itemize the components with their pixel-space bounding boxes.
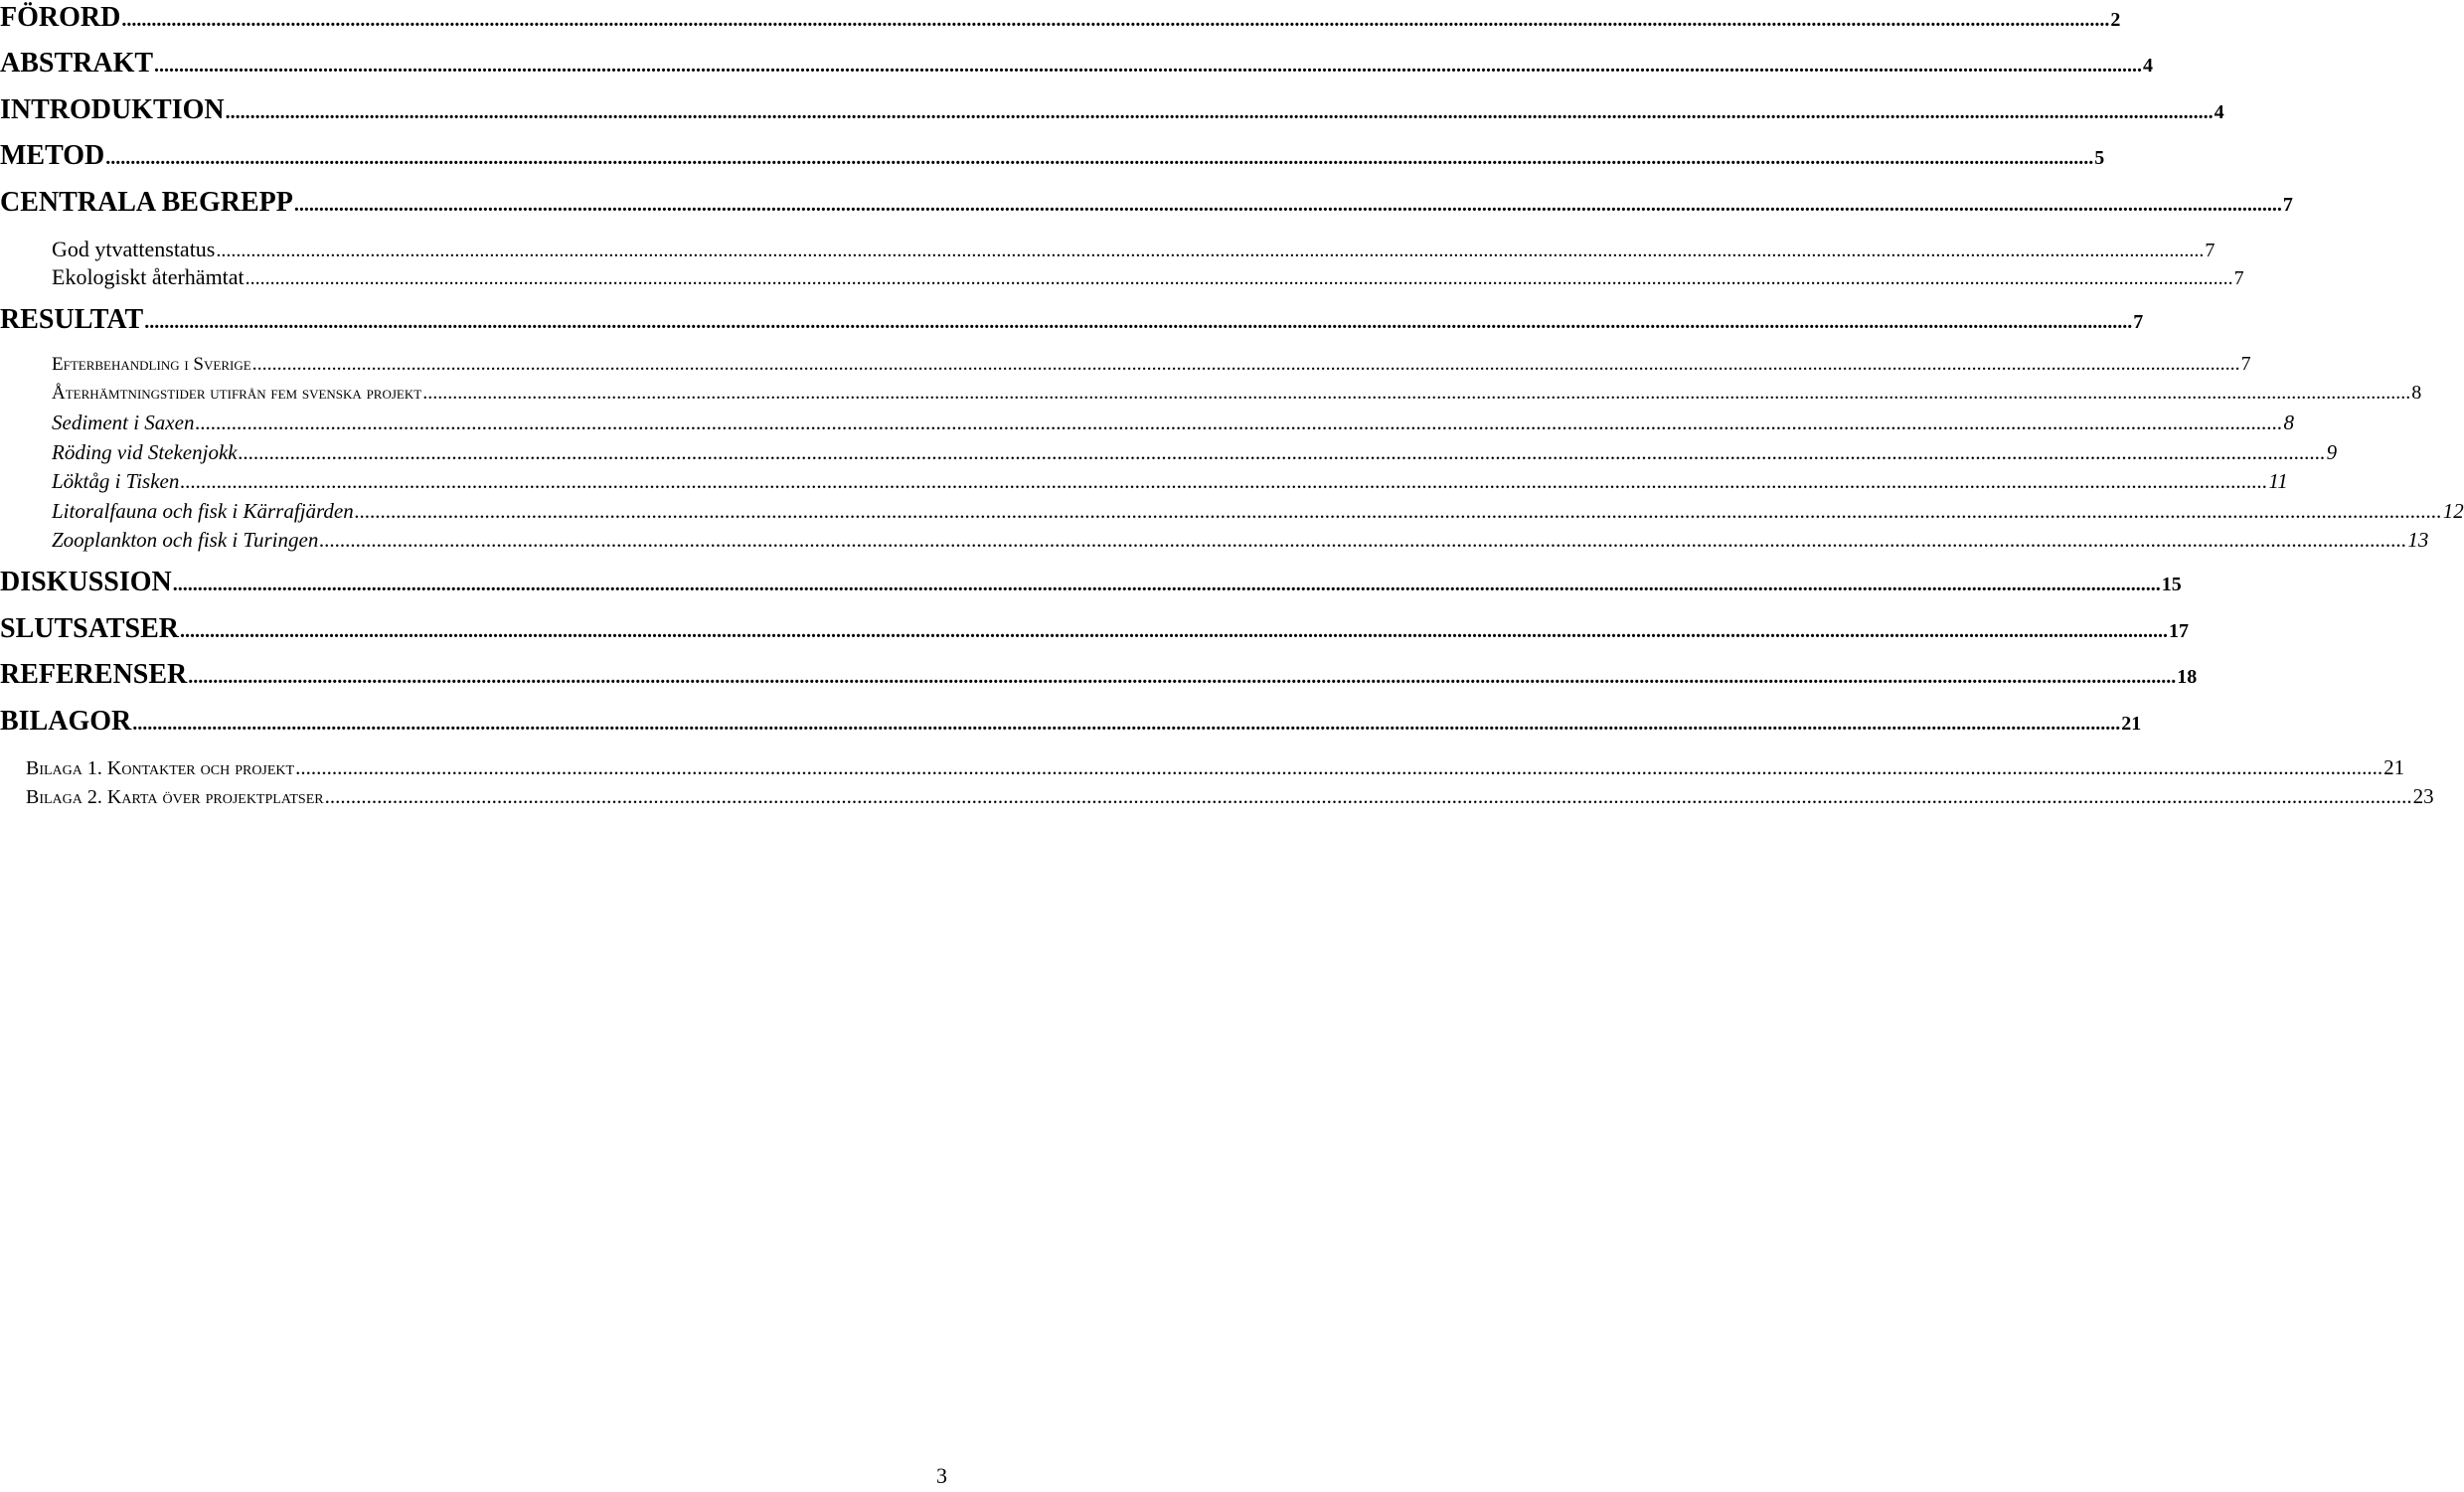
- toc-entry-page: 5: [2094, 147, 2105, 169]
- toc-entry-label: Löktåg i Tisken: [52, 469, 180, 493]
- toc-dot-leader: ................................................................................................................................................................................................................................................................................................................................................................................................................: [293, 194, 2282, 216]
- toc-entry-roding-vid-stekenjokk[interactable]: [52, 440, 2338, 465]
- toc-dot-leader: ................................................................................................................................................................................................................................................................................................................................................................................................................: [295, 755, 2383, 779]
- toc-entry-page: 15: [2161, 574, 2182, 595]
- toc-entry-page: 4: [2214, 101, 2224, 123]
- toc-entry-metod[interactable]: [0, 140, 2105, 172]
- toc-entry-zooplankton[interactable]: [52, 528, 2429, 553]
- toc-entry-page: 18: [2177, 666, 2198, 688]
- toc-entry-referenser[interactable]: [0, 659, 2198, 691]
- toc-entry-aterhamtningstider[interactable]: [52, 382, 2422, 405]
- toc-entry-introduktion[interactable]: [0, 94, 2224, 126]
- toc-entry-bilagor[interactable]: [0, 706, 2142, 738]
- toc-entry-page: 21: [2121, 713, 2142, 735]
- toc-entry-label: BILAGOR: [0, 706, 132, 737]
- toc-entry-page: 7: [2240, 353, 2251, 375]
- toc-entry-page: 9: [2326, 440, 2338, 464]
- toc-entry-label: METOD: [0, 140, 105, 171]
- toc-entry-page: 7: [2282, 194, 2293, 216]
- toc-entry-bilaga-2[interactable]: [26, 784, 2434, 809]
- toc-entry-page: 13: [2407, 528, 2429, 552]
- toc-entry-diskussion[interactable]: [0, 567, 2182, 598]
- toc-entry-page: 21: [2383, 755, 2405, 779]
- toc-dot-leader: ................................................................................................................................................................................................................................................................................................................................................................................................................: [180, 620, 2169, 642]
- toc-entry-page: 23: [2412, 784, 2434, 808]
- toc-entry-label: Bilaga 2. Karta över projektplatser: [26, 786, 324, 808]
- toc-entry-label: DISKUSSION: [0, 567, 172, 597]
- toc-dot-leader: ................................................................................................................................................................................................................................................................................................................................................................................................................: [324, 784, 2412, 808]
- toc-dot-leader: ................................................................................................................................................................................................................................................................................................................................................................................................................: [195, 411, 2283, 434]
- toc-dot-leader: ................................................................................................................................................................................................................................................................................................................................................................................................................: [121, 9, 2110, 31]
- toc-dot-leader: ................................................................................................................................................................................................................................................................................................................................................................................................................: [180, 469, 2268, 493]
- toc-entry-efterbehandling-i-sverige[interactable]: [52, 353, 2251, 376]
- toc-dot-leader: ................................................................................................................................................................................................................................................................................................................................................................................................................: [354, 499, 2442, 523]
- toc-entry-slutsatser[interactable]: [0, 613, 2190, 645]
- toc-entry-label: Återhämtningstider utifrån fem svenska projekt: [52, 383, 422, 404]
- toc-entry-label: ABSTRAKT: [0, 48, 154, 79]
- toc-entry-abstrakt[interactable]: [0, 48, 2154, 80]
- toc-entry-page: 2: [2110, 9, 2121, 31]
- toc-entry-label: Sediment i Saxen: [52, 411, 195, 434]
- toc-entry-label: Röding vid Stekenjokk: [52, 440, 238, 464]
- toc-entry-page: 12: [2442, 499, 2464, 523]
- toc-entry-label: CENTRALA BEGREPP: [0, 187, 293, 218]
- toc-entry-loktag-i-tisken[interactable]: [52, 469, 2288, 494]
- toc-entry-god-ytvattenstatus[interactable]: [52, 237, 2216, 262]
- toc-entry-page: 4: [2143, 55, 2154, 77]
- toc-entry-bilaga-1[interactable]: [26, 755, 2405, 780]
- toc-dot-leader: ................................................................................................................................................................................................................................................................................................................................................................................................................: [144, 311, 2133, 333]
- toc-entry-page: 8: [2283, 411, 2294, 434]
- toc-entry-label: INTRODUKTION: [0, 94, 225, 125]
- toc-entry-page: 7: [2205, 240, 2216, 261]
- toc-entry-page: 8: [2411, 382, 2422, 404]
- toc-entry-label: SLUTSATSER: [0, 613, 180, 644]
- toc-dot-leader: ................................................................................................................................................................................................................................................................................................................................................................................................................: [319, 528, 2407, 552]
- toc-entry-label: Bilaga 1. Kontakter och projekt: [26, 757, 295, 779]
- toc-entry-fororord[interactable]: [0, 2, 2121, 34]
- toc-dot-leader: ................................................................................................................................................................................................................................................................................................................................................................................................................: [188, 666, 2177, 688]
- toc-dot-leader: ................................................................................................................................................................................................................................................................................................................................................................................................................: [422, 382, 2411, 404]
- toc-entry-label: Ekologiskt återhämtat: [52, 264, 245, 289]
- toc-dot-leader: ................................................................................................................................................................................................................................................................................................................................................................................................................: [251, 353, 2240, 375]
- toc-entry-label: REFERENSER: [0, 659, 188, 690]
- toc-entry-page: 7: [2133, 311, 2144, 333]
- toc-dot-leader: ................................................................................................................................................................................................................................................................................................................................................................................................................: [105, 147, 2094, 169]
- toc-entry-label: Efterbehandling i Sverige: [52, 354, 251, 375]
- page-number: 3: [936, 1463, 947, 1488]
- toc-entry-litoralfauna[interactable]: [52, 499, 2464, 524]
- toc-dot-leader: ................................................................................................................................................................................................................................................................................................................................................................................................................: [245, 267, 2233, 289]
- toc-entry-resultat[interactable]: [0, 304, 2144, 336]
- toc-entry-page: 7: [2233, 267, 2244, 289]
- toc-dot-leader: ................................................................................................................................................................................................................................................................................................................................................................................................................: [154, 55, 2143, 77]
- toc-entry-label: Zooplankton och fisk i Turingen: [52, 528, 319, 552]
- toc-entry-label: God ytvattenstatus: [52, 237, 216, 261]
- toc-entry-label: FÖRORD: [0, 2, 121, 33]
- toc-entry-page: 11: [2268, 469, 2288, 493]
- toc-entry-sediment-i-saxen[interactable]: [52, 411, 2294, 435]
- toc-dot-leader: ................................................................................................................................................................................................................................................................................................................................................................................................................: [216, 240, 2205, 261]
- toc-entry-ekologiskt-aterhamtat[interactable]: [52, 264, 2244, 290]
- toc-entry-page: 17: [2169, 620, 2190, 642]
- toc-dot-leader: ................................................................................................................................................................................................................................................................................................................................................................................................................: [238, 440, 2326, 464]
- toc-entry-centrala-begrepp[interactable]: [0, 187, 2293, 219]
- toc-dot-leader: ................................................................................................................................................................................................................................................................................................................................................................................................................: [225, 101, 2214, 123]
- toc-entry-label: Litoralfauna och fisk i Kärrafjärden: [52, 499, 354, 523]
- toc-entry-label: RESULTAT: [0, 304, 144, 335]
- toc-dot-leader: ................................................................................................................................................................................................................................................................................................................................................................................................................: [132, 713, 2121, 735]
- toc-dot-leader: ................................................................................................................................................................................................................................................................................................................................................................................................................: [172, 574, 2161, 595]
